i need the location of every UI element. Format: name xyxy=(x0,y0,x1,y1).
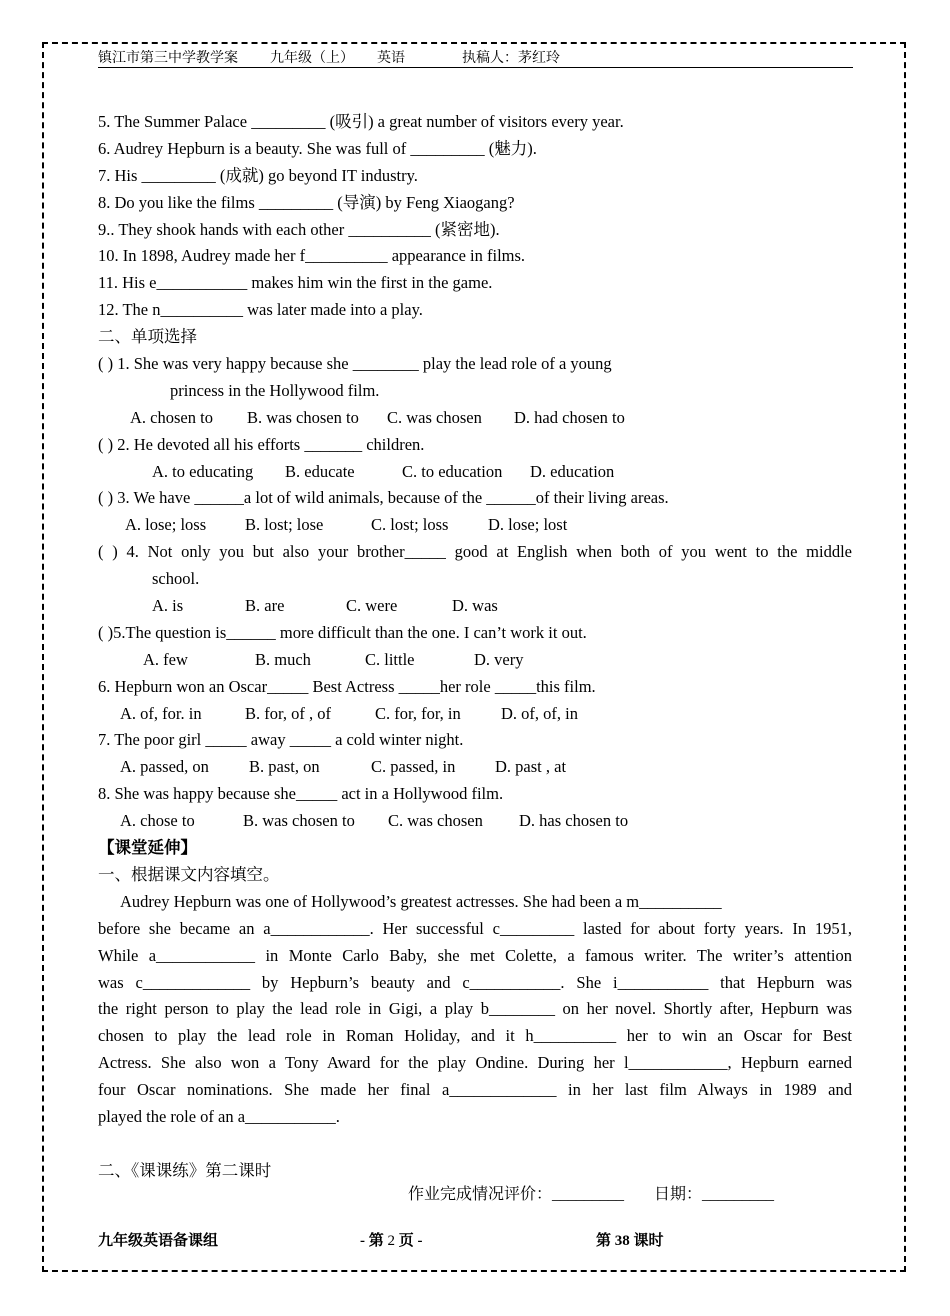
option: D. of, of, in xyxy=(501,703,578,723)
option: A. of, for. in xyxy=(120,703,202,723)
fill-item: 8. Do you like the films _________ (导演) by Feng Xiaogang? xyxy=(98,192,515,212)
option: C. for, for, in xyxy=(375,703,461,723)
passage-line: While a____________ in Monte Carlo Baby, she met Colette, a famous writer. The writer’s attention xyxy=(98,945,852,965)
page-suffix: 页 - xyxy=(395,1233,423,1249)
mc-options-5 xyxy=(98,647,852,674)
mc-options-7 xyxy=(98,754,852,781)
option: D. had chosen to xyxy=(514,407,625,427)
footer-lesson: 第 38 课时 xyxy=(596,1233,664,1249)
section-title: 二、单项选择 xyxy=(98,327,197,347)
extension-title: 【课堂延伸】 xyxy=(98,838,197,858)
mc-options-8 xyxy=(98,808,852,835)
footer-page xyxy=(360,1229,423,1250)
option: A. few xyxy=(143,649,188,669)
fill-item: 5. The Summer Palace _________ (吸引) a great number of visitors every year. xyxy=(98,112,624,131)
grade-label: 九年级（上） xyxy=(270,51,354,66)
mc-options-2 xyxy=(98,459,852,486)
mc-question-3: ( ) 3. We have ______a lot of wild animals, because of the ______of their living areas. xyxy=(98,488,669,508)
passage-line: Audrey Hepburn was one of Hollywood’s greatest actresses. She had been a m__________ xyxy=(120,891,722,911)
option: D. lose; lost xyxy=(488,515,568,535)
option: A. passed, on xyxy=(120,757,209,777)
option: D. past , at xyxy=(495,757,567,777)
option: C. was chosen xyxy=(388,811,483,831)
mc-question-5: ( )5.The question is______ more difficult than the one. I can’t work it out. xyxy=(98,622,587,642)
fill-item: 11. His e___________ makes him win the first in the game. xyxy=(98,273,493,293)
option: A. is xyxy=(152,596,184,616)
evaluation-label: 作业完成情况评价： xyxy=(408,1186,553,1203)
mc-options-1 xyxy=(98,405,852,432)
mc-question-4-cont: school. xyxy=(152,569,200,589)
option: C. was chosen xyxy=(387,407,482,427)
author-label: 执稿人：茅红玲 xyxy=(462,51,560,66)
mc-question-4: ( ) 4. Not only you but also your brother_____ good at English when both of you went to the middle xyxy=(98,542,852,562)
date-blank: _________ xyxy=(702,1186,775,1203)
mc-question-1-cont: princess in the Hollywood film. xyxy=(170,380,380,400)
fill-item: 10. In 1898, Audrey made her f__________ appearance in films. xyxy=(98,246,526,266)
option: A. chosen to xyxy=(130,407,213,427)
fill-item: 9.. They shook hands with each other __________ (紧密地). xyxy=(98,219,500,239)
option: B. for, of , of xyxy=(245,703,331,723)
mc-question-6: 6. Hepburn won an Oscar_____ Best Actress _____her role _____this film. xyxy=(98,676,596,696)
mc-question-8: 8. She was happy because she_____ act in a Hollywood film. xyxy=(98,784,504,804)
extension-subtitle: 一、根据课文内容填空。 xyxy=(98,864,280,884)
option: C. little xyxy=(365,649,415,669)
option: B. lost; lose xyxy=(245,515,324,535)
spacer xyxy=(98,1131,852,1158)
date-label: 日期： xyxy=(654,1186,703,1203)
fill-item: 6. Audrey Hepburn is a beauty. She was full of _________ (魅力). xyxy=(98,138,537,158)
school-name: 镇江市第三中学教学案 xyxy=(98,51,238,66)
mc-question-1: ( ) 1. She was very happy because she ________ play the lead role of a young xyxy=(98,354,612,374)
option: B. are xyxy=(245,596,285,616)
option: B. was chosen to xyxy=(243,811,355,831)
passage-line: Actress. She also won a Tony Award for the play Ondine. During her l____________, Hepburn earned xyxy=(98,1053,852,1073)
fill-item: 7. His _________ (成就) go beyond IT industry. xyxy=(98,165,418,185)
option: A. to educating xyxy=(152,461,254,481)
option: D. has chosen to xyxy=(519,811,629,831)
mc-question-2: ( ) 2. He devoted all his efforts _______ children. xyxy=(98,434,425,454)
option: C. passed, in xyxy=(371,757,456,777)
fill-item: 12. The n__________ was later made into a play. xyxy=(98,300,423,320)
mc-options-4 xyxy=(98,593,852,620)
worksheet-body xyxy=(98,109,852,1185)
passage-line: before she became an a____________. Her successful c_________ lasted for about forty years. In 1951, xyxy=(98,918,852,938)
passage-line: four Oscar nominations. She made her final a_____________ in her last film Always in 1989 and xyxy=(98,1080,852,1100)
page-header xyxy=(98,46,853,68)
subject-label: 英语 xyxy=(377,51,405,66)
option: B. past, on xyxy=(249,757,320,777)
page-prefix: - 第 xyxy=(360,1233,388,1249)
option: D. education xyxy=(530,461,615,481)
option: C. to education xyxy=(402,461,503,481)
option: B. was chosen to xyxy=(247,407,359,427)
evaluation-row xyxy=(408,1181,774,1204)
option: B. much xyxy=(255,649,311,669)
passage-line: was c_____________ by Hepburn’s beauty and c___________. She i___________ that Hepburn was xyxy=(98,972,852,992)
passage-line: played the role of an a___________. xyxy=(98,1106,340,1126)
section-title: 二、《课课练》第二课时 xyxy=(98,1160,272,1180)
mc-question-7: 7. The poor girl _____ away _____ a cold winter night. xyxy=(98,730,464,750)
option: C. lost; loss xyxy=(371,515,449,535)
passage-line: chosen to play the lead role in Roman Holiday, and it h__________ her to win an Oscar for Best xyxy=(98,1026,852,1046)
option: B. educate xyxy=(285,461,355,481)
footer-group: 九年级英语备课组 xyxy=(98,1233,219,1249)
option: C. were xyxy=(346,596,398,616)
evaluation-blank: _________ xyxy=(552,1186,625,1203)
option: D. was xyxy=(452,596,498,616)
option: A. lose; loss xyxy=(125,515,207,535)
passage-line: the right person to play the lead role in Gigi, a play b________ on her novel. Shortly after, Hepburn was xyxy=(98,999,852,1019)
mc-options-6 xyxy=(98,701,852,728)
option: A. chose to xyxy=(120,811,195,831)
option: D. very xyxy=(474,649,524,669)
mc-options-3 xyxy=(98,512,852,539)
page-number: 2 xyxy=(387,1233,395,1249)
